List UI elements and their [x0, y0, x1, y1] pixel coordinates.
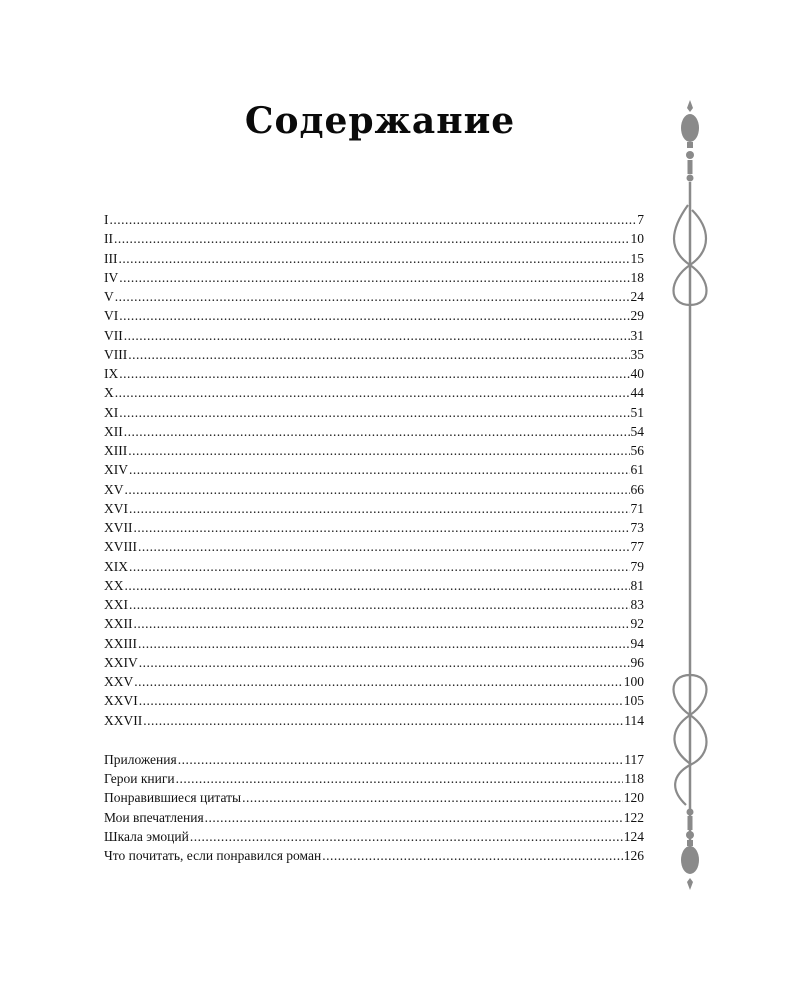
toc-page-number: 124 — [623, 828, 644, 844]
toc-dot-leader — [115, 383, 630, 402]
toc-page-number: 54 — [630, 423, 644, 439]
toc-entry-label: XIX — [104, 558, 128, 574]
chapter-list — [104, 210, 644, 730]
toc-dot-leader — [119, 364, 629, 383]
toc-dot-leader — [134, 518, 630, 537]
toc-dot-leader — [178, 750, 624, 769]
toc-entry-label: VI — [104, 308, 119, 324]
toc-dot-leader — [129, 557, 630, 576]
toc-page-number: 73 — [630, 520, 644, 535]
toc-page-number: 29 — [630, 308, 644, 324]
toc-appendix-entry — [104, 827, 644, 846]
toc-dot-leader — [128, 345, 629, 364]
toc-dot-leader — [115, 287, 630, 306]
toc-dot-leader — [322, 846, 623, 865]
toc-page-number: 40 — [630, 366, 644, 381]
toc-entry-label: XI — [104, 404, 119, 420]
toc-entry-label: XV — [104, 481, 124, 497]
toc-chapter-entry — [104, 345, 644, 364]
toc-dot-leader — [139, 691, 623, 710]
toc-dot-leader — [242, 788, 623, 807]
toc-appendix-entry — [104, 750, 644, 769]
toc-chapter-entry — [104, 403, 644, 422]
toc-dot-leader — [125, 480, 630, 499]
toc-entry-label: X — [104, 385, 114, 401]
toc-chapter-entry — [104, 460, 644, 479]
toc-chapter-entry — [104, 653, 644, 672]
toc-page-number: 31 — [630, 327, 644, 343]
toc-dot-leader — [119, 403, 629, 422]
toc-page-number: 92 — [630, 616, 644, 632]
toc-chapter-entry — [104, 268, 644, 287]
toc-page-number: 7 — [637, 212, 644, 227]
toc-dot-leader — [129, 460, 630, 479]
toc-chapter-entry — [104, 383, 644, 402]
toc-dot-leader — [119, 268, 629, 287]
toc-dot-leader — [128, 441, 629, 460]
toc-page-number: 66 — [630, 481, 644, 497]
toc-page-number: 10 — [630, 231, 644, 247]
toc-dot-leader — [138, 537, 630, 556]
toc-dot-leader — [134, 672, 623, 691]
toc-appendix-entry — [104, 769, 644, 788]
toc-chapter-entry — [104, 557, 644, 576]
toc-entry-label: Шкала эмоций — [104, 828, 189, 844]
toc-dot-leader — [190, 827, 623, 846]
toc-page-number: 79 — [630, 558, 644, 574]
toc-entry-label: Мои впечатления — [104, 809, 204, 825]
toc-page-number: 83 — [630, 597, 644, 612]
toc-entry-label: IV — [104, 269, 119, 285]
toc-chapter-entry — [104, 634, 644, 653]
decorative-border-ornament — [660, 100, 720, 890]
toc-chapter-entry — [104, 691, 644, 710]
toc-entry-label: XXIV — [104, 654, 138, 670]
toc-entry-label: XX — [104, 577, 124, 593]
toc-entry-label: Что почитать, если понравился роман — [104, 848, 322, 863]
toc-entry-label: XIII — [104, 443, 128, 458]
toc-entry-label: XII — [104, 423, 123, 439]
toc-chapter-entry — [104, 595, 644, 614]
toc-entry-label: I — [104, 212, 109, 227]
appendix-list — [104, 750, 644, 866]
toc-dot-leader — [129, 499, 630, 518]
toc-entry-label: XVII — [104, 520, 133, 535]
page-title: Содержание — [244, 100, 516, 142]
toc-entry-label: II — [104, 231, 113, 247]
toc-page-number: 44 — [630, 385, 644, 401]
toc-chapter-entry — [104, 576, 644, 595]
toc-page-number: 94 — [630, 635, 644, 651]
toc-page-number: 81 — [630, 577, 644, 593]
toc-entry-label: XVIII — [104, 539, 137, 555]
top-finial-icon — [687, 100, 693, 112]
toc-page-number: 61 — [630, 462, 644, 478]
toc-entry-label: XVI — [104, 500, 128, 516]
toc-chapter-entry — [104, 499, 644, 518]
toc-chapter-entry — [104, 287, 644, 306]
toc-page-number: 118 — [624, 771, 644, 786]
toc-chapter-entry — [104, 249, 644, 268]
toc-page-number: 15 — [630, 250, 644, 266]
toc-entry-label: XXIII — [104, 635, 137, 651]
toc-entry-label: V — [104, 289, 114, 304]
toc-entry-label: XIV — [104, 462, 128, 478]
toc-chapter-entry — [104, 518, 644, 537]
toc-page-number: 24 — [630, 289, 644, 304]
toc-dot-leader — [176, 769, 624, 788]
toc-dot-leader — [124, 326, 630, 345]
toc-dot-leader — [143, 711, 623, 730]
toc-chapter-entry — [104, 441, 644, 460]
toc-entry-label: VII — [104, 327, 123, 343]
toc-appendix-entry — [104, 808, 644, 827]
toc-entry-label: XXII — [104, 616, 133, 632]
table-of-contents — [104, 210, 644, 865]
toc-dot-leader — [124, 422, 630, 441]
toc-entry-label: XXI — [104, 597, 128, 612]
toc-chapter-entry — [104, 306, 644, 325]
toc-entry-label: Понравившиеся цитаты — [104, 790, 242, 806]
toc-entry-label: XXVII — [104, 712, 143, 728]
toc-entry-label: IX — [104, 366, 119, 381]
toc-page-number: 18 — [630, 269, 644, 285]
toc-page-number: 105 — [623, 693, 644, 709]
toc-chapter-entry — [104, 537, 644, 556]
toc-chapter-entry — [104, 672, 644, 691]
toc-page-number: 35 — [630, 346, 644, 362]
toc-page-number: 71 — [630, 500, 644, 516]
toc-page-number: 114 — [624, 712, 644, 728]
toc-entry-label: VIII — [104, 346, 128, 362]
toc-page-number: 56 — [630, 443, 644, 458]
toc-page-number: 77 — [630, 539, 644, 555]
toc-dot-leader — [134, 614, 630, 633]
toc-chapter-entry — [104, 326, 644, 345]
toc-appendix-entry — [104, 846, 644, 865]
toc-page-number: 120 — [623, 790, 644, 806]
toc-chapter-entry — [104, 229, 644, 248]
toc-dot-leader — [205, 808, 623, 827]
toc-entry-label: XXVI — [104, 693, 138, 709]
toc-entry-label: XXV — [104, 674, 134, 689]
toc-dot-leader — [129, 595, 630, 614]
toc-page-number: 96 — [630, 654, 644, 670]
toc-dot-leader — [110, 210, 637, 229]
toc-page-number: 126 — [623, 848, 644, 863]
bottom-finial-icon — [687, 878, 693, 890]
toc-chapter-entry — [104, 422, 644, 441]
toc-chapter-entry — [104, 711, 644, 730]
toc-chapter-entry — [104, 480, 644, 499]
toc-dot-leader — [114, 229, 630, 248]
toc-appendix-entry — [104, 788, 644, 807]
toc-dot-leader — [119, 306, 629, 325]
toc-page-number: 117 — [624, 751, 644, 767]
toc-page-number: 51 — [630, 404, 644, 420]
toc-dot-leader — [125, 576, 630, 595]
toc-chapter-entry — [104, 614, 644, 633]
toc-entry-label: Приложения — [104, 751, 177, 767]
toc-dot-leader — [119, 249, 630, 268]
toc-page-number: 100 — [623, 674, 644, 689]
toc-entry-label: III — [104, 250, 118, 266]
toc-chapter-entry — [104, 210, 644, 229]
toc-dot-leader — [138, 634, 630, 653]
toc-dot-leader — [139, 653, 630, 672]
toc-entry-label: Герои книги — [104, 771, 175, 786]
toc-chapter-entry — [104, 364, 644, 383]
toc-page-number: 122 — [623, 809, 644, 825]
